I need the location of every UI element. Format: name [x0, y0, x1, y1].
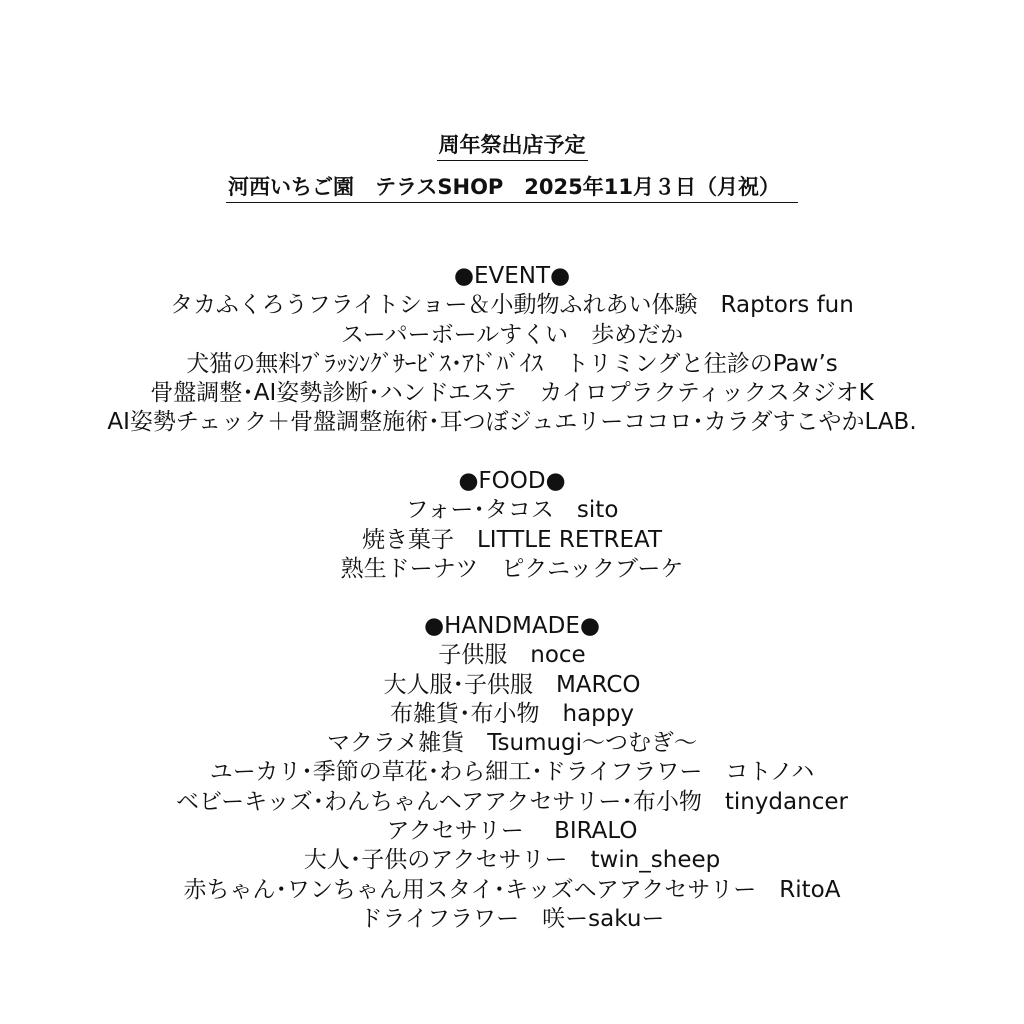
- section-heading-food: ●FOOD●: [458, 468, 566, 494]
- page-title: 周年祭出店予定: [437, 130, 588, 161]
- list-item: 熟生ドーナツ ピクニックブーケ: [340, 555, 684, 582]
- list-item: 子供服 noce: [438, 642, 586, 669]
- list-item: フォー･タコス sito: [405, 497, 619, 524]
- page-subtitle: 河西いちご園 テラスSHOP 2025年11月３日（月祝）: [226, 172, 798, 203]
- list-item: マクラメ雑貨 Tsumugi～つむぎ～: [326, 730, 698, 757]
- list-item: 犬猫の無料ﾌﾞﾗｯｼﾝｸﾞｻｰﾋﾞｽ･ｱﾄﾞﾊﾞｲｽ トリミングと往診のPaw’s: [186, 350, 838, 377]
- list-item: 骨盤調整･AI姿勢診断･ハンドエステ カイロプラクティックスタジオK: [150, 380, 874, 407]
- list-item: 焼き菓子 LITTLE RETREAT: [361, 526, 663, 553]
- handmade-section: [0, 612, 1024, 934]
- subtitle-block: [0, 172, 1024, 203]
- list-item: タカふくろうフライトショー＆小動物ふれあい体験 Raptors fun: [170, 292, 854, 319]
- event-section: [0, 262, 1024, 438]
- list-item: 布雑貨･布小物 happy: [390, 700, 634, 727]
- food-section: [0, 467, 1024, 584]
- section-heading-handmade: ●HANDMADE●: [424, 613, 600, 639]
- section-heading-event: ●EVENT●: [453, 263, 571, 289]
- title-block: [0, 130, 1024, 161]
- list-item: 大人･子供のアクセサリー twin_sheep: [303, 847, 721, 874]
- list-item: ドライフラワー 咲ーsakuー: [359, 905, 665, 932]
- list-item: アクセサリー BIRALO: [386, 818, 638, 845]
- list-item: ユーカリ･季節の草花･わら細工･ドライフラワー コトノハ: [209, 759, 815, 786]
- list-item: 赤ちゃん･ワンちゃん用スタイ･キッズヘアアクセサリー RitoA: [183, 876, 841, 903]
- list-item: 大人服･子供服 MARCO: [383, 671, 641, 698]
- list-item: スーパーボールすくい 歩めだか: [340, 321, 684, 348]
- list-item: AI姿勢チェック＋骨盤調整施術･耳つぼジュエリーココロ･カラダすこやかLAB.: [107, 409, 917, 436]
- list-item: ベビーキッズ･わんちゃんヘアアクセサリー･布小物 tinydancer: [176, 788, 848, 815]
